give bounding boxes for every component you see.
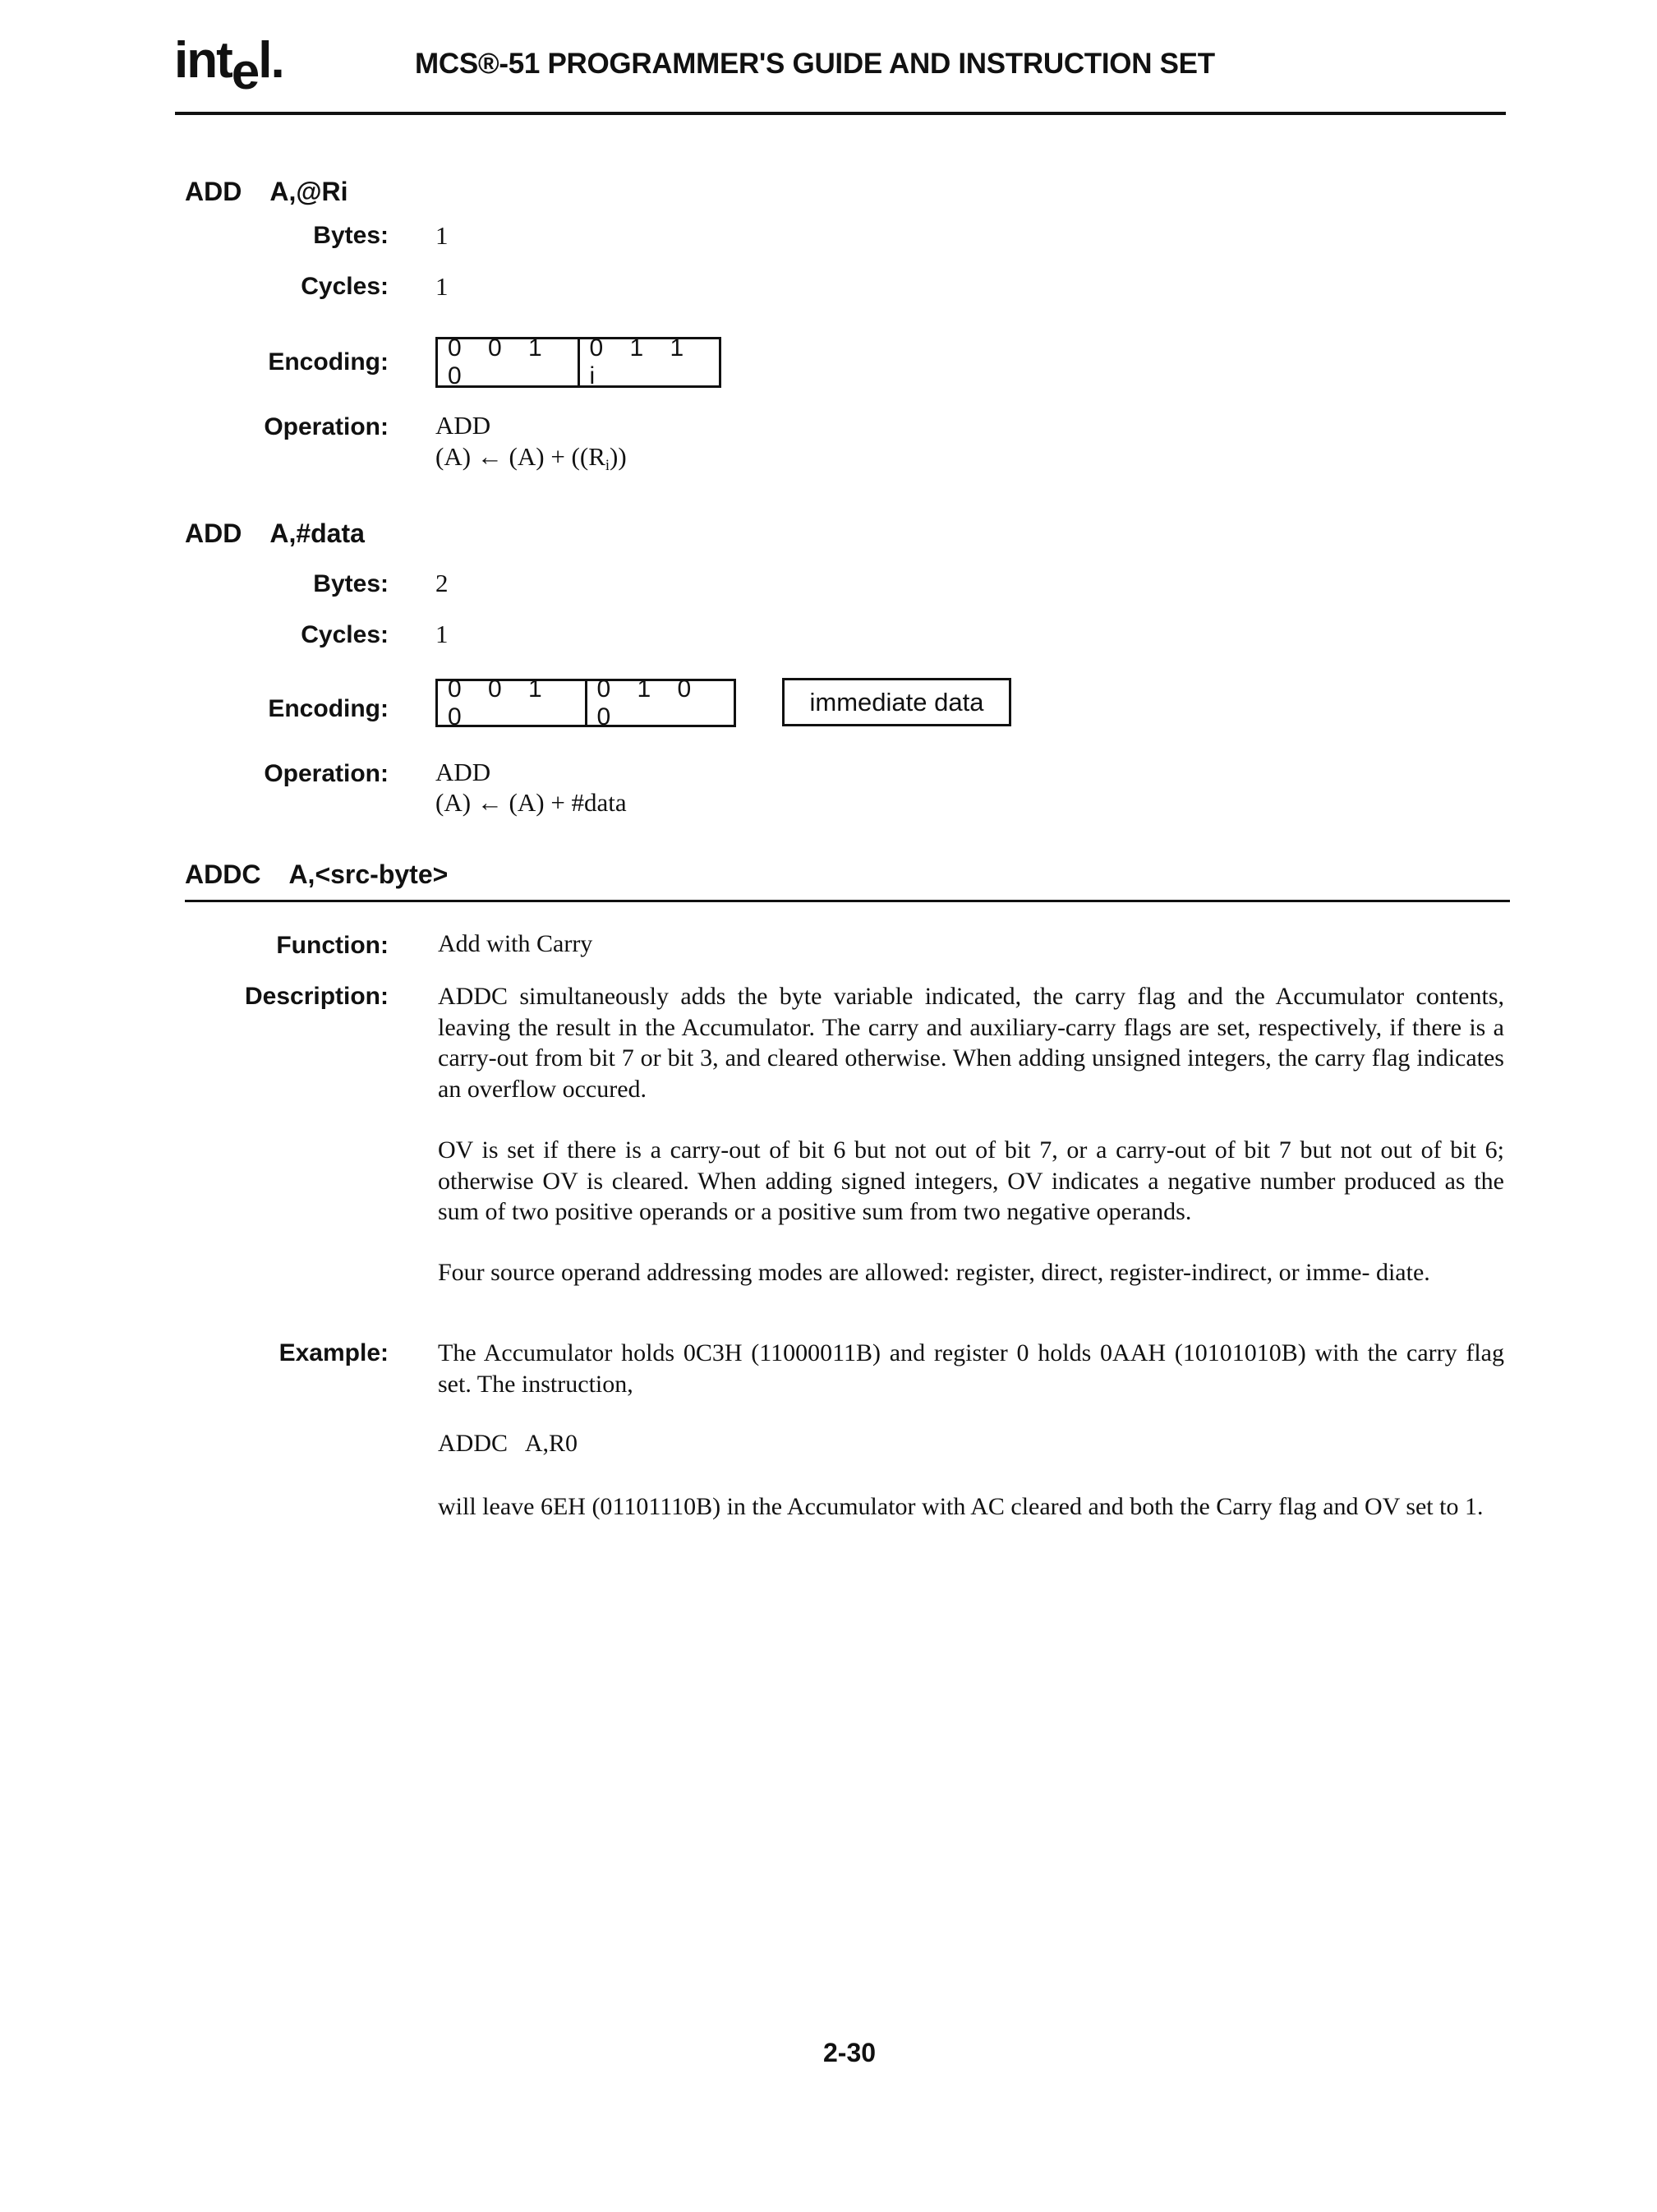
bytes-label: Bytes: (313, 222, 389, 249)
immediate-data-box: immediate data (782, 678, 1011, 726)
logo-text-end: l (258, 32, 271, 89)
description-label: Description: (244, 983, 389, 1010)
encoding-label: Encoding: (268, 695, 389, 722)
cycles-label: Cycles: (301, 273, 389, 300)
encoding-high-nibble: 0 0 1 0 (448, 675, 552, 730)
page-number: 2-30 (823, 2038, 877, 2067)
operation-line-2: (A) ← (A) + #data (435, 788, 627, 817)
mnemonic: ADD (185, 518, 242, 548)
operation-line-1: ADD (435, 411, 491, 440)
cycles-value: 1 (435, 272, 449, 301)
encoding-label: Encoding: (268, 348, 389, 376)
encoding-box (435, 334, 721, 389)
mnemonic: ADDC (185, 859, 261, 889)
operands: A,#data (269, 518, 365, 548)
description-paragraph-2: OV is set if there is a carry-out of bit 6 but not out of bit 7, or a carry-out of bit 7 but not out of bit 6; otherwise OV is cleared. When adding signed integers, OV indicates a negative number produced as the sum of two positive operands or a positive sum from two negative operands. (438, 1136, 1504, 1225)
encoding-high-nibble: 0 0 1 0 (448, 334, 552, 389)
encoding-box (435, 675, 736, 730)
encoding-low-nibble: 0 1 0 0 (585, 681, 734, 725)
operation-label: Operation: (264, 413, 389, 440)
example-label: Example: (278, 1339, 389, 1366)
logo-text: int (174, 32, 232, 89)
instruction-heading (185, 177, 348, 207)
cycles-label: Cycles: (301, 621, 389, 648)
header-rule (175, 112, 1506, 115)
operation-line-1: ADD (435, 758, 491, 786)
example-paragraph-2: will leave 6EH (01101110B) in the Accumulator with AC cleared and both the Carry flag and OV set to 1. (438, 1493, 1484, 1520)
operation-expr-end: )) (610, 442, 627, 471)
logo-dot: . (270, 32, 283, 89)
encoding-low-nibble: 0 1 1 i (578, 339, 720, 385)
description-paragraph-1: ADDC simultaneously adds the byte variable indicated, the carry flag and the Accumulator contents, leaving the result in the Accumulator. The carry and auxiliary-carry flags are set, respectively, if there is a carry-out from bit 7 or bit 3, and cleared otherwise. When adding unsigned integers, the carry flag indicates an overflow occured. (438, 983, 1504, 1103)
logo-dropped-e: e (231, 44, 259, 100)
cycles-value: 1 (435, 620, 449, 648)
intel-logo (174, 31, 283, 100)
example-paragraph-1: The Accumulator holds 0C3H (11000011B) and register 0 holds 0AAH (10101010B) with the carry flag set. The instruction, (438, 1339, 1504, 1398)
operation-label: Operation: (264, 760, 389, 787)
bytes-value: 1 (435, 221, 449, 250)
section-rule (185, 900, 1510, 902)
operation-expr: (A) ← (A) + ((R (435, 442, 605, 471)
operation-subscript: i (605, 457, 610, 474)
bytes-label: Bytes: (313, 570, 389, 597)
example-code: ADDC A,R0 (438, 1430, 578, 1457)
instruction-heading (185, 859, 448, 890)
operands: A,<src-byte> (288, 859, 449, 889)
function-value: Add with Carry (438, 930, 593, 957)
operation-line-2 (435, 442, 627, 475)
document-title: MCS®-51 PROGRAMMER'S GUIDE AND INSTRUCTION SET (415, 48, 1215, 80)
description-paragraph-3: Four source operand addressing modes are allowed: register, direct, register-indirect, or imme- diate. (438, 1259, 1430, 1286)
instruction-heading (185, 518, 365, 549)
function-label: Function: (276, 932, 389, 959)
mnemonic: ADD (185, 177, 242, 206)
operands: A,@Ri (269, 177, 348, 206)
bytes-value: 2 (435, 569, 449, 597)
